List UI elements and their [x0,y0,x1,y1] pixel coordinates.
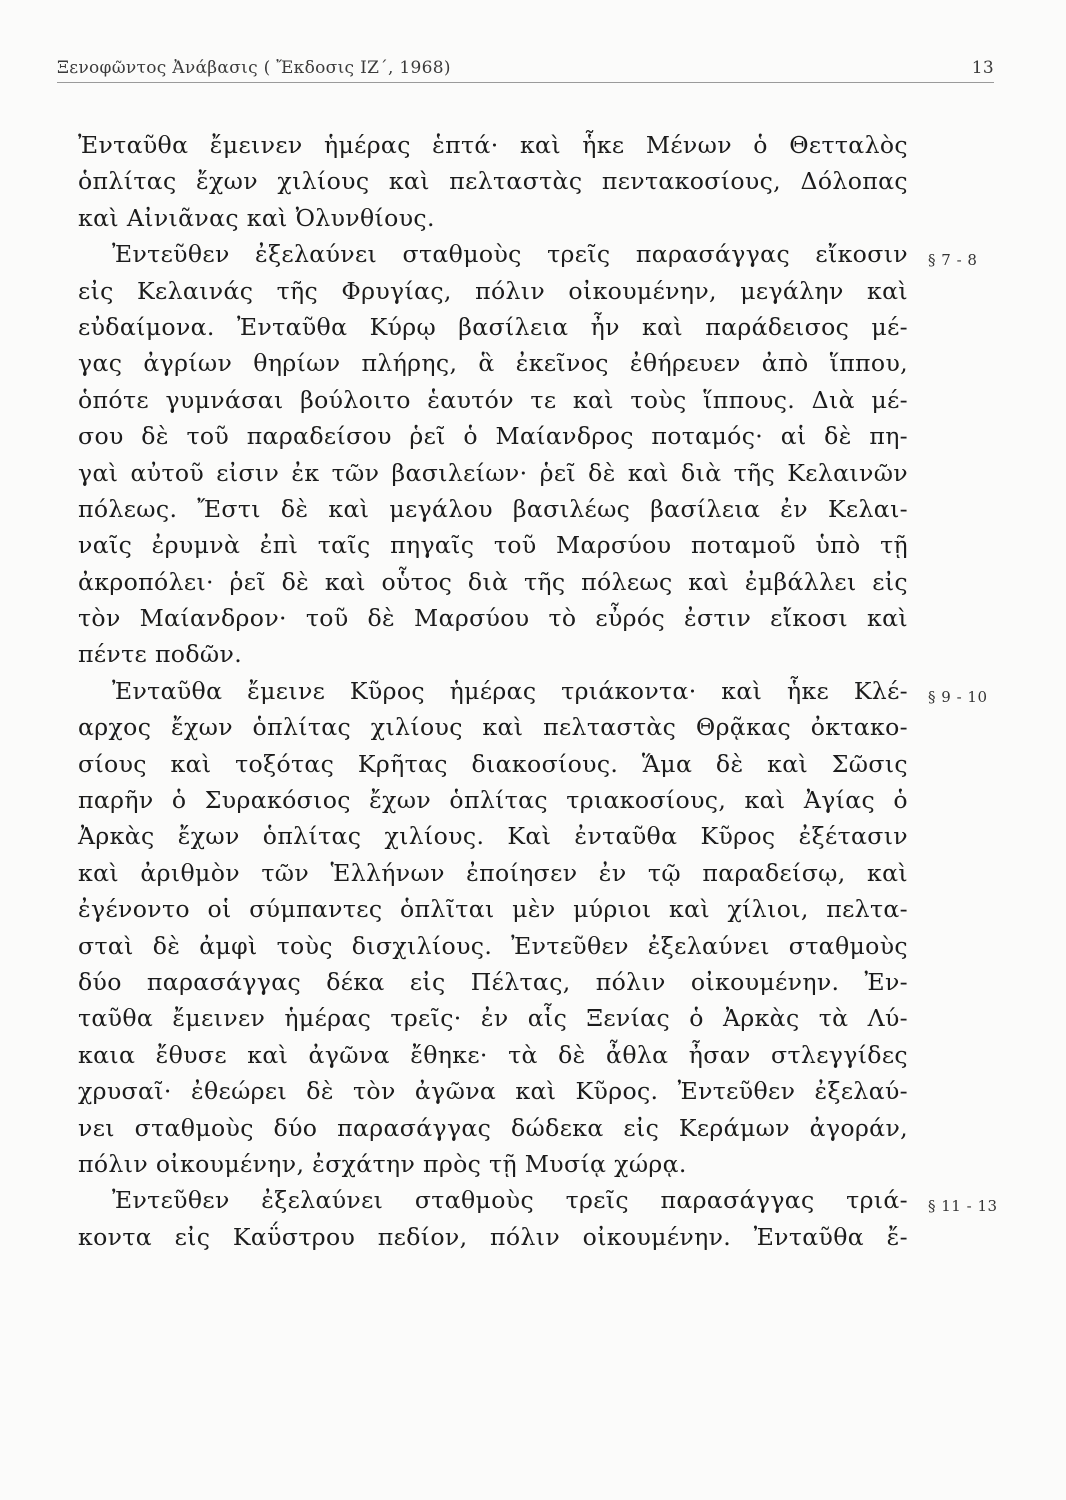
text-line: πόλεως. Ἔστι δὲ καὶ μεγάλου βασιλέως βασίλεια ἐν Κελαι- [78,494,908,523]
text-line: δύο παρασάγγας δέκα εἰς Πέλτας, πόλιν οἰκουμένην. Ἐν- [78,967,908,996]
text-line: ἀκροπόλει· ῥεῖ δὲ καὶ οὗτος διὰ τῆς πόλεως καὶ ἐμβάλλει εἰς [78,567,908,596]
text-line: εὐδαίμονα. Ἐνταῦθα Κύρῳ βασίλεια ἦν καὶ παράδεισος μέ- [78,312,908,341]
text-line [78,236,978,272]
text-line: σταὶ δὲ ἀμφὶ τοὺς δισχιλίους. Ἐντεῦθεν ἐξελαύνει σταθμοὺς [78,931,908,960]
text-line-content: Ἐντεῦθεν ἐξελαύνει σταθμοὺς τρεῖς παρασάγγας εἴκοσιν [112,240,908,269]
text-line: γας ἀγρίων θηρίων πλήρης, ἃ ἐκεῖνος ἐθήρευεν ἀπὸ ἵππου, [78,349,908,378]
text-line: πόλιν οἰκουμένην, ἐσχάτην πρὸς τῇ Μυσίᾳ χώρᾳ. [78,1149,687,1178]
text-line: αρχος ἔχων ὁπλίτας χιλίους καὶ πελταστὰς Θρᾷκας ὀκτακο- [78,713,908,742]
running-title: Ξενοφῶντος Ἀνάβασις ( Ἔκδοσις ΙΖ΄, 1968) [57,58,451,78]
text-line: παρῆν ὁ Συρακόσιος ἔχων ὁπλίτας τριακοσίους, καὶ Ἀγίας ὁ [78,786,908,815]
text-line: καια ἔθυσε καὶ ἀγῶνα ἔθηκε· τὰ δὲ ἆθλα ἦσαν στλεγγίδες [78,1040,908,1069]
text-line: τὸν Μαίανδρον· τοῦ δὲ Μαρσύου τὸ εὖρός ἐστιν εἴκοσι καὶ [78,604,908,633]
text-line: ναῖς ἐρυμνὰ ἐπὶ ταῖς πηγαῖς τοῦ Μαρσύου ποταμοῦ ὑπὸ τῇ [78,531,908,560]
text-line: ὁπλίτας ἔχων χιλίους καὶ πελταστὰς πεντακοσίους, Δόλοπας [78,167,908,196]
text-line: ὁπότε γυμνάσαι βούλοιτο ἑαυτόν τε καὶ τοὺς ἵππους. Διὰ μέ- [78,385,908,414]
page-number: 13 [971,58,994,78]
text-line: πέντε ποδῶν. [78,640,243,669]
text-line: καὶ Αἰνιᾶνας καὶ Ὀλυνθίους. [78,203,435,232]
section-reference: § 11 - 13 [928,1197,998,1216]
text-line: σου δὲ τοῦ παραδείσου ῥεῖ ὁ Μαίανδρος ποταμός· αἱ δὲ πη- [78,422,908,451]
text-line-content: Ἐνταῦθα ἔμεινε Κῦρος ἡμέρας τριάκοντα· καὶ ἧκε Κλέ- [112,676,908,705]
text-line: ἐγένοντο οἱ σύμπαντες ὁπλῖται μὲν μύριοι καὶ χίλιοι, πελτα- [78,895,908,924]
section-reference: § 7 - 8 [928,251,978,270]
text-line: Ἀρκὰς ἔχων ὁπλίτας χιλίους. Καὶ ἐνταῦθα Κῦρος ἐξέτασιν [78,822,908,851]
text-line: κοντα εἰς Καΰστρου πεδίον, πόλιν οἰκουμένην. Ἐνταῦθα ἔ- [78,1222,908,1251]
section-reference: § 9 - 10 [928,687,988,706]
text-line: Ἐνταῦθα ἔμεινεν ἡμέρας ἑπτά· καὶ ἧκε Μένων ὁ Θετταλὸς [78,131,908,159]
text-line: εἰς Κελαινάς τῆς Φρυγίας, πόλιν οἰκουμένην, μεγάλην καὶ [78,276,908,305]
text-line-content: Ἐντεῦθεν ἐξελαύνει σταθμοὺς τρεῖς παρασάγγας τριά- [112,1186,908,1215]
text-line: ταῦθα ἔμεινεν ἡμέρας τρεῖς· ἐν αἷς Ξενίας ὁ Ἀρκὰς τὰ Λύ- [78,1004,908,1033]
text-line: χρυσαῖ· ἐθεώρει δὲ τὸν ἀγῶνα καὶ Κῦρος. Ἐντεῦθεν ἐξελαύ- [78,1077,908,1106]
text-line: νει σταθμοὺς δύο παρασάγγας δώδεκα εἰς Κεράμων ἀγοράν, [78,1113,908,1142]
body-text [78,127,998,1255]
running-header [57,52,994,83]
text-line [78,1182,998,1218]
text-line: γαὶ αὐτοῦ εἰσιν ἐκ τῶν βασιλείων· ῥεῖ δὲ καὶ διὰ τῆς Κελαινῶν [78,458,908,487]
text-line [78,673,988,709]
text-line: σίους καὶ τοξότας Κρῆτας διακοσίους. Ἅμα δὲ καὶ Σῶσις [78,749,908,778]
text-line: καὶ ἀριθμὸν τῶν Ἑλλήνων ἐποίησεν ἐν τῷ παραδείσῳ, καὶ [78,858,908,887]
